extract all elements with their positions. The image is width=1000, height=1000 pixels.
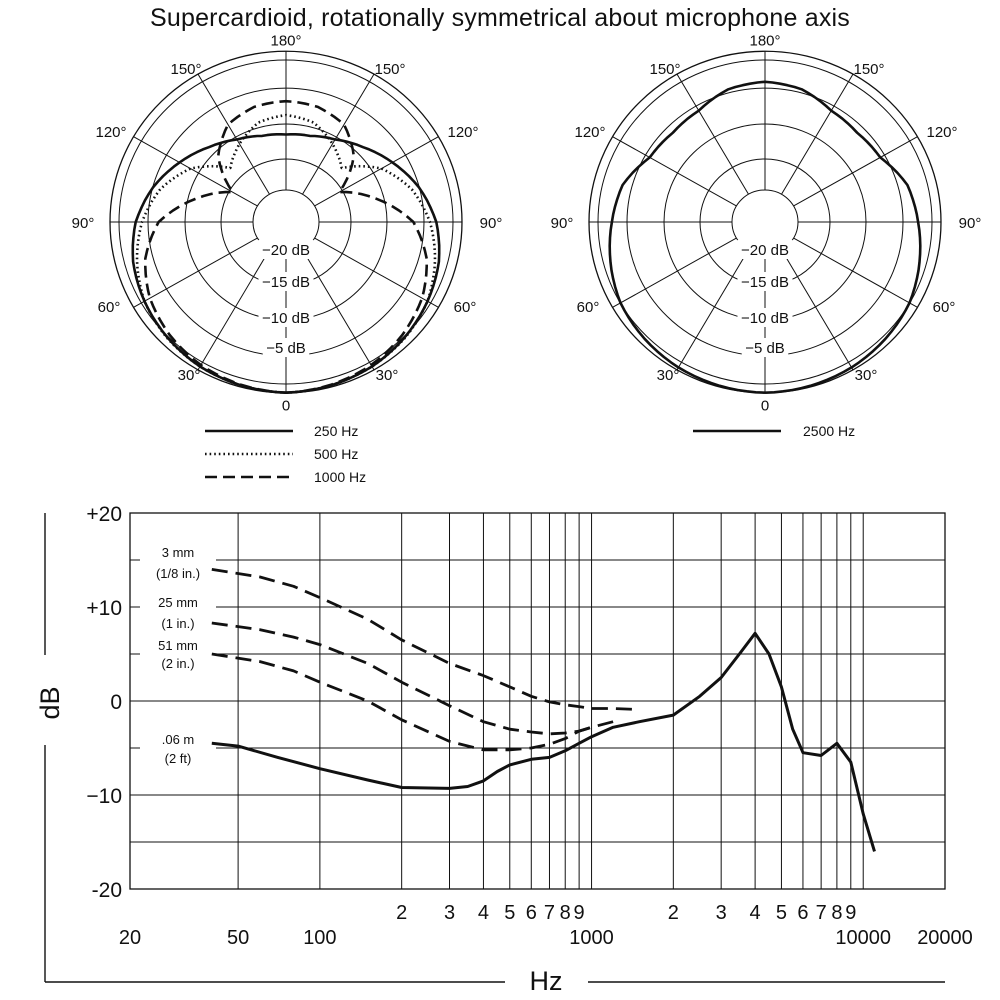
curve-label-line2: (2 in.) [161,656,195,671]
polar-spoke [613,137,737,206]
x-minor-tick-label: 3 [715,902,727,924]
x-minor-tick-label: 6 [525,902,537,924]
x-minor-tick-label: 2 [667,902,679,924]
x-minor-tick-label: 4 [749,902,761,924]
polar-angle-label: 150° [170,61,202,78]
legend-label: 500 Hz [314,446,359,462]
curve-label-line2: (2 ft) [164,751,192,766]
x-major-tick-label: 10000 [835,927,892,949]
polar-angle-label: 30° [375,367,399,384]
polar-spoke [198,74,270,194]
x-minor-tick-label: 9 [845,902,857,924]
polar-spoke [134,238,258,307]
polar-spoke [613,238,737,307]
y-tick-label: 0 [110,691,122,714]
curve-label-line2: (1/8 in.) [155,566,201,581]
response-curve-25-mm [212,623,613,734]
polar-angle-label: 60° [97,299,121,316]
polar-angle-label: 120° [574,124,606,141]
x-minor-tick-label: 7 [543,902,556,924]
polar-angle-label: 150° [853,61,885,78]
y-axis-label: dB [35,686,65,720]
frequency-response-plot [35,503,973,996]
polar-angle-label: 60° [932,299,956,316]
polar-angle-label: 60° [576,299,600,316]
polar-db-label: −15 dB [741,274,789,291]
x-minor-tick-label: 9 [573,902,585,924]
x-axis-label: Hz [529,966,563,996]
x-major-tick-label: 1000 [569,927,614,949]
curve-label-line1: 25 mm [158,595,198,610]
polar-angle-label: 0 [281,397,291,415]
polar-angle-label: 90° [550,215,574,232]
x-minor-tick-label: 5 [504,902,516,924]
polar-angle-label: 90° [479,215,503,232]
y-tick-label: −10 [86,785,122,808]
polar-spoke [677,74,749,194]
polar-angle-label: 90° [71,215,95,232]
polar-angle-label: 180° [749,32,781,50]
curve-label-line2: (1 in.) [161,616,195,631]
polar-db-label: −5 dB [745,340,785,357]
x-minor-tick-label: 8 [559,902,571,924]
curve-label-line1: 3 mm [161,545,195,560]
polar-angle-label: 150° [374,61,406,78]
x-major-tick-label: 100 [303,927,337,949]
chart-title: Supercardioid, rotationally symmetrical about microphone axis [149,4,851,32]
x-major-tick-label: 50 [226,927,250,949]
polar-angle-label: 120° [447,124,479,141]
polar-db-label: −10 dB [262,310,310,327]
polar-angle-label: 120° [926,124,958,141]
x-minor-tick-label: 4 [477,902,490,924]
y-tick-label: +20 [86,503,122,526]
polar-angle-label: 0 [760,397,770,415]
x-minor-tick-label: 3 [443,902,456,924]
y-tick-label: -20 [91,879,122,902]
polar-spoke [303,74,375,194]
polar-db-label: −20 dB [741,242,789,259]
response-curve-3-mm [212,569,640,709]
y-tick-label: +10 [86,597,122,620]
x-major-tick-label: 20 [118,927,142,949]
x-minor-tick-label: 6 [797,902,809,924]
polar-angle-label: 30° [854,367,878,384]
legend-label: 250 Hz [314,423,359,439]
polar-angle-label: 60° [453,299,477,316]
polar-angle-label: 30° [177,367,201,384]
polar-spoke [794,137,918,206]
polar-plot-high-frequency [551,32,982,414]
polar-spoke [794,238,918,307]
polar-angle-label: 150° [649,61,681,78]
x-minor-tick-label: 8 [831,902,843,924]
legend-label: 2500 Hz [803,423,856,439]
curve-label-line1: 51 mm [158,638,198,653]
polar-spoke [782,74,854,194]
polar-angle-label: 30° [656,367,680,384]
curve-label-line1: .06 m [161,732,195,747]
response-curve--06-m [212,633,875,851]
polar-db-label: −5 dB [266,340,306,357]
x-minor-tick-label: 7 [815,902,827,924]
x-major-tick-label: 20000 [917,927,973,949]
polar-angle-label: 120° [95,124,127,141]
polar-db-label: −15 dB [262,274,310,291]
polar-angle-label: 180° [270,32,302,50]
polar-angle-label: 90° [958,215,982,232]
x-minor-tick-label: 2 [396,902,408,924]
polar-plot-low-frequency [72,32,503,414]
legend-label: 1000 Hz [314,469,367,485]
polar-spoke [315,238,439,307]
polar-db-label: −10 dB [741,310,789,327]
legend-low-frequency [205,423,366,485]
polar-db-label: −20 dB [262,242,310,259]
x-minor-tick-label: 5 [775,902,788,924]
legend-high-frequency [693,423,855,439]
